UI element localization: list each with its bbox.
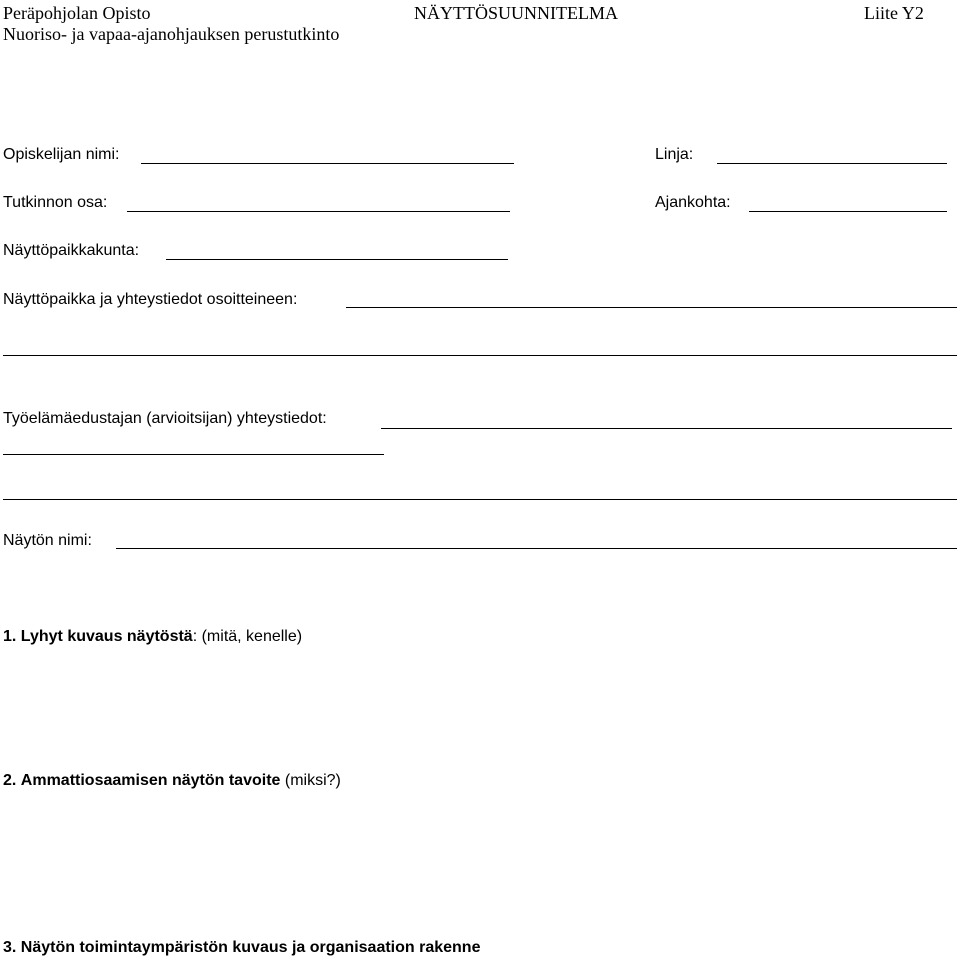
site-contact-field-extra[interactable] <box>3 355 957 356</box>
assessor-contact-label: Työelämäedustajan (arvioitsijan) yhteystiedot: <box>3 410 327 427</box>
section-heading <box>3 938 480 958</box>
demo-name-field[interactable] <box>116 548 957 549</box>
section-note: (mitä, kenelle) <box>197 628 303 645</box>
section-colon: : <box>192 628 198 645</box>
assessor-contact-field-extra[interactable] <box>3 454 384 455</box>
section-heading <box>3 627 302 647</box>
timing-label: Ajankohta: <box>655 194 731 211</box>
section-number: 3. <box>3 939 17 956</box>
section-number: 1. <box>3 628 17 645</box>
section-title: Näytön toimintaympäristön kuvaus ja organisaation rakenne <box>20 939 481 956</box>
location-label: Näyttöpaikkakunta: <box>3 242 140 259</box>
site-contact-field[interactable] <box>346 307 957 308</box>
institution-name: Peräpohjolan Opisto <box>3 3 151 23</box>
student-name-label: Opiskelijan nimi: <box>3 146 120 163</box>
line-field[interactable] <box>717 163 947 164</box>
timing-field[interactable] <box>749 211 947 212</box>
section-title: Lyhyt kuvaus näytöstä <box>20 628 193 645</box>
assessor-contact-field-extra-2[interactable] <box>3 499 957 500</box>
section-heading <box>3 771 341 791</box>
student-name-field[interactable] <box>141 163 514 164</box>
section-number: 2. <box>3 772 17 789</box>
module-field[interactable] <box>127 211 510 212</box>
section-title: Ammattiosaamisen näytön tavoite <box>20 772 281 789</box>
line-label: Linja: <box>655 146 694 163</box>
site-contact-label: Näyttöpaikka ja yhteystiedot osoitteineen: <box>3 291 298 308</box>
document-title: NÄYTTÖSUUNNITELMA <box>414 3 618 23</box>
module-label: Tutkinnon osa: <box>3 194 108 211</box>
assessor-contact-field[interactable] <box>381 428 952 429</box>
demo-name-label: Näytön nimi: <box>3 532 92 549</box>
section-note: (miksi?) <box>280 772 341 789</box>
appendix-label: Liite Y2 <box>864 3 924 23</box>
qualification-name: Nuoriso- ja vapaa-ajanohjauksen perustutkinto <box>3 24 340 44</box>
location-field[interactable] <box>166 259 508 260</box>
